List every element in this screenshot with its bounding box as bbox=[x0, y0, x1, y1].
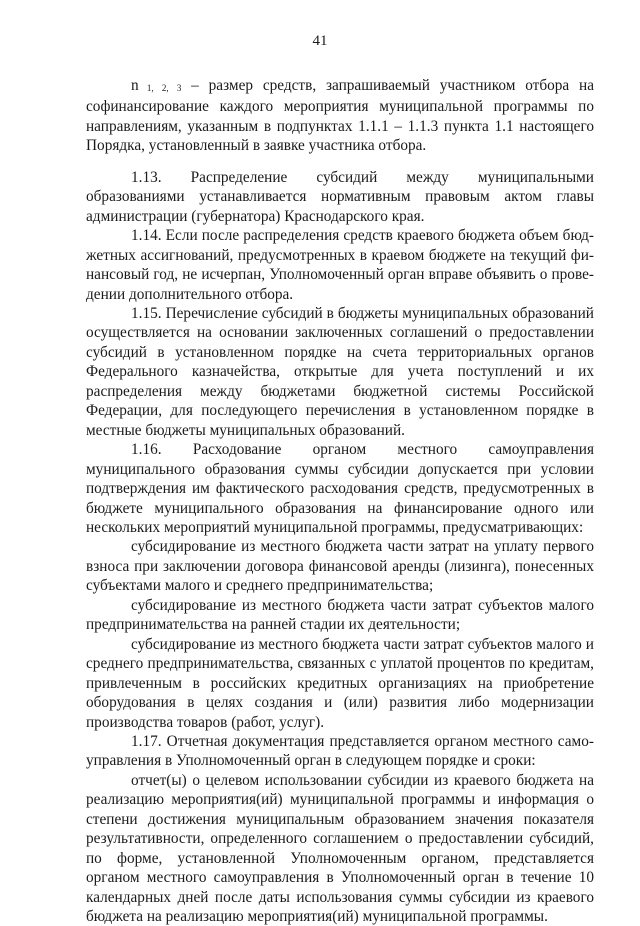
document-body bbox=[86, 76, 594, 926]
paragraph-1-16-item-3: субсидирование из местного бюджета части затрат субъектов малого и среднего предпринимательства, связанных с уплатой процентов по кредитам, привлеченным в российских кредитных организациях на приобретение оборудования в целях создания и (или) развития либо модернизации производства товаров (работ, услуг). bbox=[86, 635, 594, 731]
paragraph-1-14: 1.14. Если после распределения средств краевого бюджета объем бюджетных ассигнований, предусмотренных в краевом бюджете на текущий финансовый год, не исчерпан, Уполномоченный орган вправе объявить о проведении дополнительного отбора. bbox=[86, 227, 594, 303]
paragraph-text: – размер средств, запрашиваемый участником отбора на софинансирование каждого мероприятия муниципальной программы по направлениям, указанным в подпунктах 1.1.1 – 1.1.3 пункта 1.1 настоящего Порядка, установленный в заявке участника отбора. bbox=[86, 77, 594, 155]
paragraph-n-definition bbox=[86, 76, 594, 156]
paragraph-1-13: 1.13. Распределение субсидий между муниципальными образованиями устанавливается нормативным правовым актом главы администрации (губернатора) Краснодарского края. bbox=[86, 168, 594, 225]
paragraph-1-16: 1.16. Расходование органом местного самоуправления муниципального образования суммы субсидии допускается при условии подтверждения им фактического расходования средств, предусмотренных в бюджете муниципального образования на финансирование одного или нескольких мероприятий муниципальной программы, предусматривающих: bbox=[86, 441, 594, 536]
paragraph-1-16-item-1: субсидирование из местного бюджета части затрат на уплату первого взноса при заключении договора финансовой аренды (лизинга), понесенных субъектами малого и среднего предпринимательства; bbox=[86, 538, 594, 595]
paragraph-1-15: 1.15. Перечисление субсидий в бюджеты муниципальных образований осуществляется на основании заключенных соглашений о предоставлении субсидий в установленном порядке на счета территориальных органов Федерального казначейства, открытые для учета поступлений и их распределения между бюджетами бюджетной системы Российской Федерации, для последующего перечисления в установленном порядке в местные бюджеты муниципальных образований. bbox=[86, 304, 594, 439]
paragraph-1-17-item-1: отчет(ы) о целевом использовании субсидии из краевого бюджета на реализацию мероприятия(ий) муниципальной программы и информация о степени достижения муниципальным образованием значения показателя результативности, определенного соглашением о предоставлении субсидий, по форме, установленной Уполномоченным органом, представляется органом местного самоуправления в Уполномоченный орган в течение 10 календарных дней после даты использования суммы субсидии из краевого бюджета на реализацию мероприятия(ий) муниципальной программы. bbox=[86, 771, 594, 926]
page-number: 41 bbox=[312, 33, 328, 49]
paragraph-1-17: 1.17. Отчетная документация представляется органом местного самоуправления в Уполномоченный орган в следующем порядке и сроки: bbox=[86, 732, 594, 770]
paragraph-1-16-item-2: субсидирование из местного бюджета части затрат субъектов малого предпринимательства на ранней стадии их деятельности; bbox=[86, 596, 594, 634]
variable-n: n bbox=[131, 77, 139, 94]
variable-n-index: 1, 2, 3 bbox=[138, 83, 182, 93]
